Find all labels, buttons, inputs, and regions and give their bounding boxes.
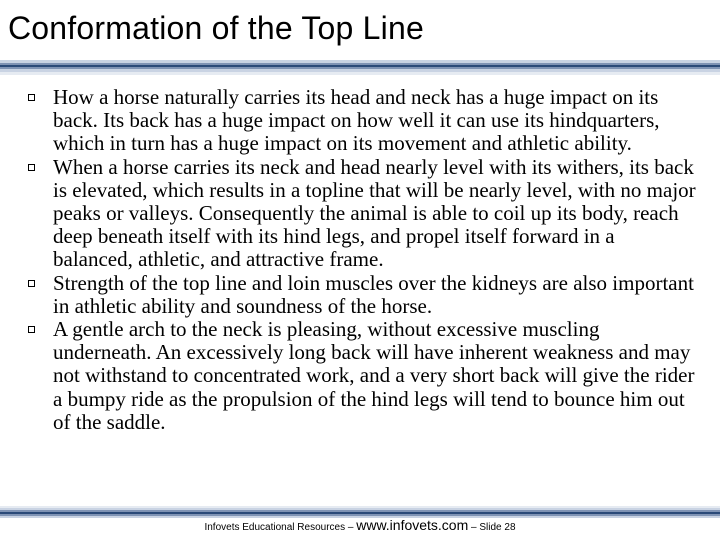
bullet-item [0, 272, 720, 318]
slide-title: Conformation of the Top Line [8, 10, 424, 46]
bullet-text: When a horse carries its neck and head nearly level with its withers, its back is elevated, which results in a topline that will be nearly level, with no major peaks or valleys. Consequently the animal is able to coil up its body, reach deep beneath itself with its hind legs, and propel itself forward in a balanced, athletic, and attractive frame. [53, 154, 696, 272]
hollow-square-bullet-icon [28, 164, 35, 171]
footer-url-link[interactable]: www.infovets.com [356, 517, 469, 533]
slide-footer [0, 517, 720, 535]
title-divider [0, 60, 720, 78]
bullet-list [0, 86, 720, 434]
bullet-item [0, 318, 720, 434]
hollow-square-bullet-icon [28, 94, 35, 101]
bullet-text: Strength of the top line and loin muscles over the kidneys are also important in athletic ability and soundness of the horse. [53, 270, 694, 318]
bullet-text: A gentle arch to the neck is pleasing, without excessive muscling underneath. An excessively long back will have inherent weakness and may not withstand to concentrated work, and a very short back will give the rider a bumpy ride as the propulsion of the hind legs will tend to bounce him out of the saddle. [53, 317, 695, 434]
bullet-item [0, 156, 720, 272]
bullet-text: How a horse naturally carries its head and neck has a huge impact on its back. Its back has a huge impact on how well it can use its hindquarters, which in turn has a huge impact on its movement and athletic ability. [53, 85, 660, 156]
hollow-square-bullet-icon [28, 326, 35, 333]
bullet-item [0, 86, 720, 156]
footer-prefix: Infovets Educational Resources – [204, 522, 357, 533]
hollow-square-bullet-icon [28, 280, 35, 287]
footer-slide-number: – Slide 28 [468, 522, 516, 533]
